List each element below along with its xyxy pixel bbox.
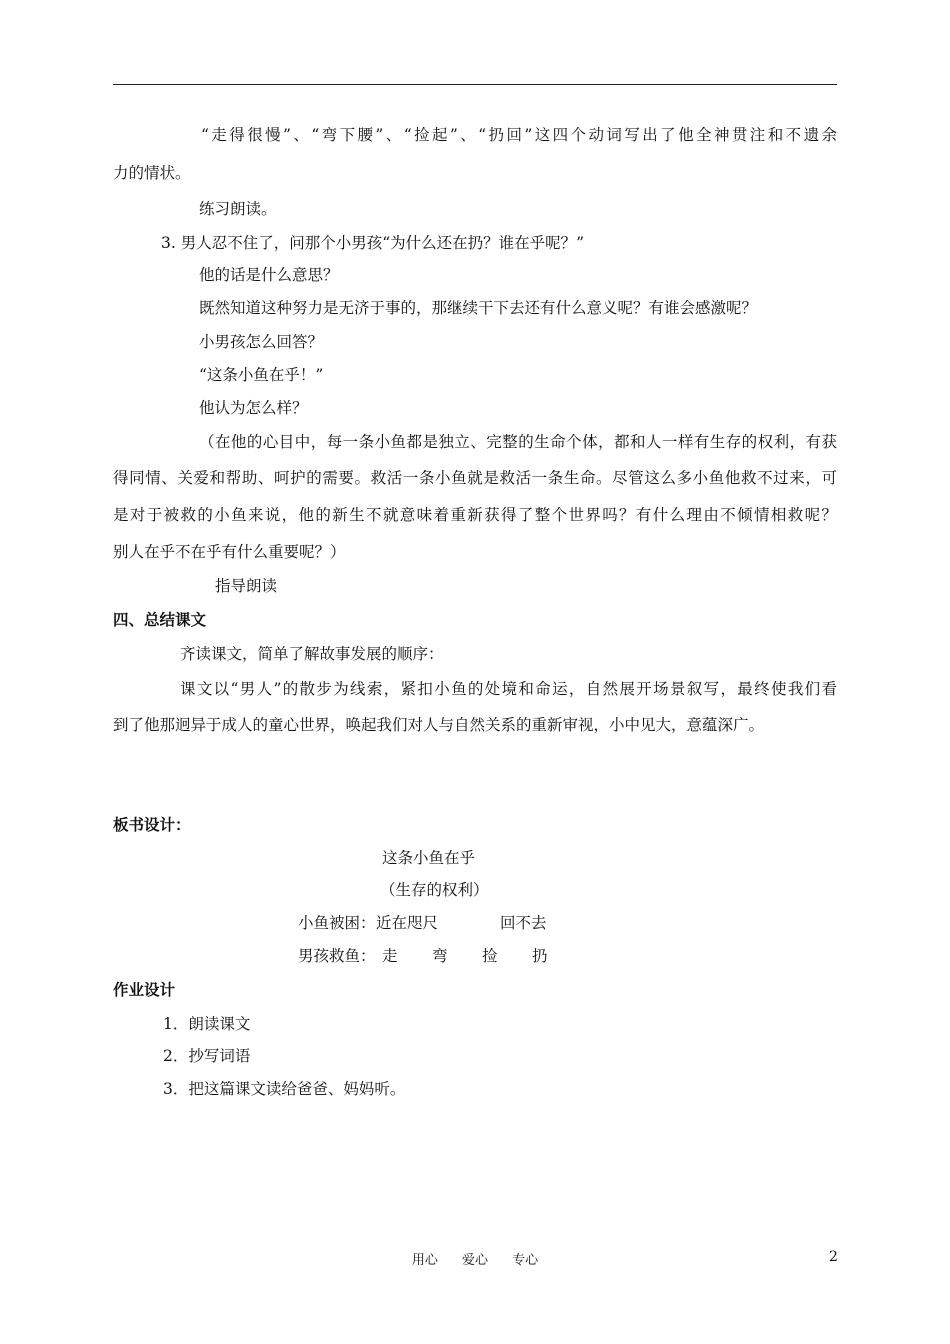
note-line-3: 是对于被救的小鱼来说，他的新生不就意味着重新获得了整个世界吗？有什么理由不倾情相救呢？ [113,506,837,524]
guide-read: 指导朗读 [215,577,278,595]
homework-item: 1．朗读课文 [163,1015,251,1033]
boy-quote: “这条小鱼在乎！” [199,366,324,384]
homework-heading: 作业设计 [113,980,176,999]
board-row1-b: 回不去 [500,914,547,932]
note-line-1: （在他的心目中，每一条小鱼都是独立、完整的生命个体，都和人一样有生存的权利，有获 [199,433,837,451]
note-line-2: 得同情、关爱和帮助、呵护的需要。救活一条小鱼就是救活一条生命。尽管这么多小鱼他救不过来，可 [113,469,837,487]
question-effort: 既然知道这种努力是无济于事的，那继续干下去还有什么意义呢？有谁会感激呢？ [199,299,758,317]
homework-item: 2．抄写词语 [163,1047,251,1065]
summary-line-2: 到了他那迥异于成人的童心世界，唤起我们对人与自然关系的重新审视，小中见大，意蕴深广。 [113,716,765,734]
question-3: 3. 男人忍不住了，问那个小男孩“为什么还在扔？谁在乎呢？” [161,234,585,252]
page-number: 2 [829,1249,838,1265]
board-row2-label: 男孩救鱼： [298,947,376,965]
footer-motto: 用心 [411,1253,438,1268]
verbs-line-1: “走得很慢”、“弯下腰”、“捡起”、“扔回”这四个动词写出了他全神贯注和不遗余 [201,126,837,144]
header-rule [113,84,837,85]
board-title: 这条小鱼在乎 [382,849,476,867]
practice-read: 练习朗读。 [199,200,277,218]
footer-motto: 爱心 [461,1253,488,1268]
board-row2-verb: 捡 [482,947,498,965]
footer-mottos [0,1249,950,1268]
board-row1-label: 小鱼被困： [298,914,376,932]
board-row2-verb: 走 [382,947,398,965]
footer-motto: 专心 [512,1253,539,1268]
verbs-line-2: 力的情状。 [113,164,191,182]
question-boy-answer: 小男孩怎么回答？ [199,333,324,351]
board-row2-verb: 扔 [532,947,548,965]
summary-line-1: 课文以“男人”的散步为线索，紧扣小鱼的处境和命运，自然展开场景叙写，最终使我们看 [180,680,837,698]
summary-read-together: 齐读课文，简单了解故事发展的顺序： [180,645,444,663]
board-row2-verb: 弯 [432,947,448,965]
note-line-4: 别人在乎不在乎有什么重要呢？） [113,543,346,561]
board-heading: 板书设计： [113,815,191,834]
summary-heading: 四、总结课文 [113,610,207,629]
question-think: 他认为怎么样？ [199,399,308,417]
board-row1-a: 近在咫尺 [376,914,439,932]
homework-item: 3．把这篇课文读给爸爸、妈妈听。 [163,1080,406,1098]
question-meaning: 他的话是什么意思？ [199,266,339,284]
board-subtitle: （生存的权利） [380,881,489,899]
